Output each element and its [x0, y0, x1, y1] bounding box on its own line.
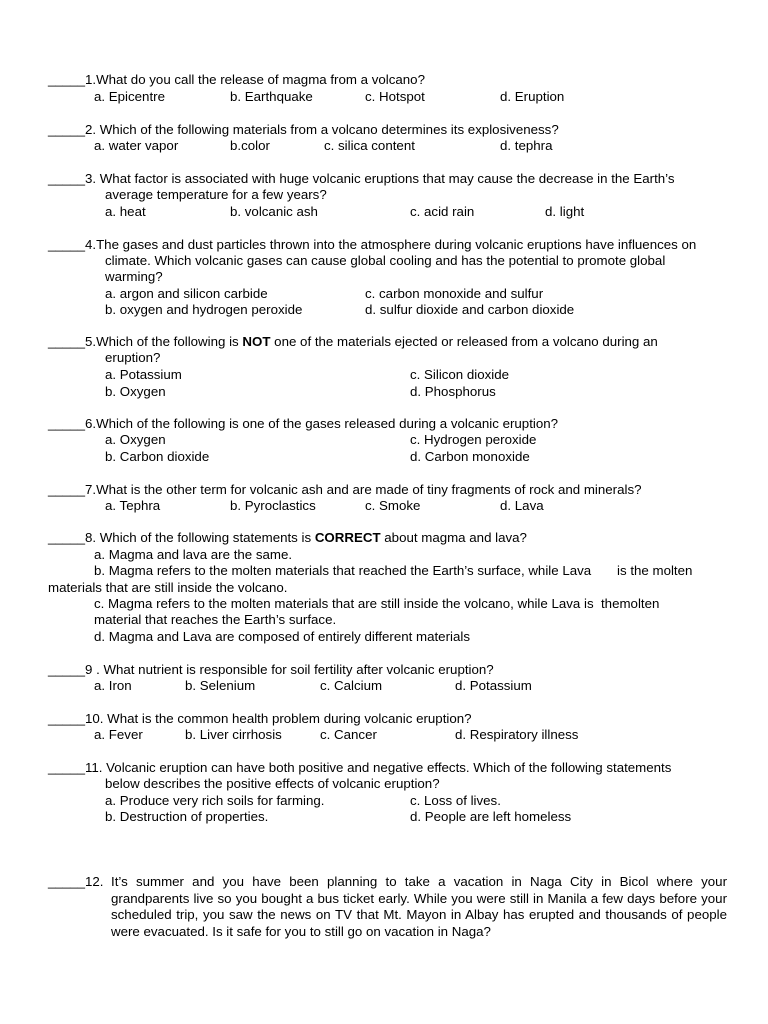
q11-option-c: c. Loss of lives.: [410, 793, 501, 808]
q7-option-b: b. Pyroclastics: [230, 498, 316, 513]
q2-option-d: d. tephra: [500, 138, 553, 153]
q6-option-d: d. Carbon monoxide: [410, 449, 530, 464]
q11-option-a: a. Produce very rich soils for farming.: [105, 793, 325, 808]
q8-option-d: d. Magma and Lava are composed of entirely different materials: [94, 629, 470, 644]
q8-option-c-cont: material that reaches the Earth’s surface.: [94, 612, 337, 627]
q2-option-b: b.color: [230, 138, 270, 153]
q1-option-a: a. Epicentre: [94, 89, 165, 104]
question-6-stem: _____6.Which of the following is one of the gases released during a volcanic eruption?: [48, 416, 559, 431]
q8-option-a: a. Magma and lava are the same.: [94, 547, 293, 562]
question-12-stem: It’s summer and you have been planning to take a vacation in Naga City in Bicol where your grandparents live so you bought a bus ticket early. While you were still in Manila a few days before your scheduled trip, you saw the news on TV that Mt. Mayon in Albay has erupted and thousands of people were evacuated. Is it safe for you to still go on vacation in Naga?: [111, 874, 727, 939]
question-5-stem-cont: eruption?: [105, 350, 161, 365]
q5-option-a: a. Potassium: [105, 367, 182, 382]
q8-option-b-cont: materials that are still inside the volcano.: [48, 580, 288, 595]
q10-option-d: d. Respiratory illness: [455, 727, 579, 742]
q1-option-d: d. Eruption: [500, 89, 565, 104]
q8-option-c: c. Magma refers to the molten materials that are still inside the volcano, while Lava is themolten: [94, 596, 660, 611]
question-2-stem: _____2. Which of the following materials from a volcano determines its explosiveness?: [48, 122, 559, 137]
question-3-stem-cont: average temperature for a few years?: [105, 187, 327, 202]
q3-option-b: b. volcanic ash: [230, 204, 318, 219]
q3-option-a: a. heat: [105, 204, 146, 219]
q1-option-b: b. Earthquake: [230, 89, 313, 104]
q4-option-c: c. carbon monoxide and sulfur: [365, 286, 544, 301]
question-10-stem: _____10. What is the common health problem during volcanic eruption?: [48, 711, 472, 726]
q5-option-d: d. Phosphorus: [410, 384, 496, 399]
question-4-stem: _____4.The gases and dust particles thrown into the atmosphere during volcanic eruptions have influences on: [48, 237, 697, 252]
q3-option-d: d. light: [545, 204, 585, 219]
q7-option-d: d. Lava: [500, 498, 544, 513]
q4-option-d: d. sulfur dioxide and carbon dioxide: [365, 302, 575, 317]
question-5-stem: _____5.Which of the following is NOT one of the materials ejected or released from a volcano during an: [48, 334, 658, 349]
question-1-stem: _____1.What do you call the release of magma from a volcano?: [48, 72, 425, 87]
q7-option-c: c. Smoke: [365, 498, 421, 513]
q2-option-a: a. water vapor: [94, 138, 179, 153]
q1-option-c: c. Hotspot: [365, 89, 425, 104]
q10-option-b: b. Liver cirrhosis: [185, 727, 282, 742]
question-3-stem: _____3. What factor is associated with huge volcanic eruptions that may cause the decrease in the Earth’s: [48, 171, 675, 186]
q4-option-a: a. argon and silicon carbide: [105, 286, 268, 301]
question-8-stem: _____8. Which of the following statements is CORRECT about magma and lava?: [48, 530, 527, 545]
q9-option-b: b. Selenium: [185, 678, 256, 693]
q6-option-c: c. Hydrogen peroxide: [410, 432, 537, 447]
question-11-stem: _____11. Volcanic eruption can have both positive and negative effects. Which of the following statements: [48, 760, 672, 775]
q5-option-b: b. Oxygen: [105, 384, 166, 399]
q6-option-b: b. Carbon dioxide: [105, 449, 210, 464]
q6-option-a: a. Oxygen: [105, 432, 166, 447]
question-11-stem-cont: below describes the positive effects of volcanic eruption?: [105, 776, 440, 791]
q7-option-a: a. Tephra: [105, 498, 161, 513]
q9-option-d: d. Potassium: [455, 678, 532, 693]
question-12-number: _____12.: [48, 874, 104, 889]
q4-option-b: b. oxygen and hydrogen peroxide: [105, 302, 303, 317]
q3-option-c: c. acid rain: [410, 204, 475, 219]
question-4-stem-cont-1: climate. Which volcanic gases can cause global cooling and has the potential to promote global: [105, 253, 666, 268]
q10-option-c: c. Cancer: [320, 727, 377, 742]
q9-option-c: c. Calcium: [320, 678, 383, 693]
q11-option-d: d. People are left homeless: [410, 809, 572, 824]
question-4-stem-cont-2: warming?: [105, 269, 163, 284]
emphasis-correct: CORRECT: [314, 530, 381, 545]
emphasis-not: NOT: [242, 334, 271, 349]
q11-option-b: b. Destruction of properties.: [105, 809, 269, 824]
q8-option-b: b. Magma refers to the molten materials that reached the Earth’s surface, while Lava is the molten: [94, 563, 693, 578]
q5-option-c: c. Silicon dioxide: [410, 367, 510, 382]
q10-option-a: a. Fever: [94, 727, 143, 742]
question-9-stem: _____9 . What nutrient is responsible for soil fertility after volcanic eruption?: [48, 662, 494, 677]
q2-option-c: c. silica content: [324, 138, 415, 153]
question-7-stem: _____7.What is the other term for volcanic ash and are made of tiny fragments of rock and minerals?: [48, 482, 642, 497]
q9-option-a: a. Iron: [94, 678, 132, 693]
